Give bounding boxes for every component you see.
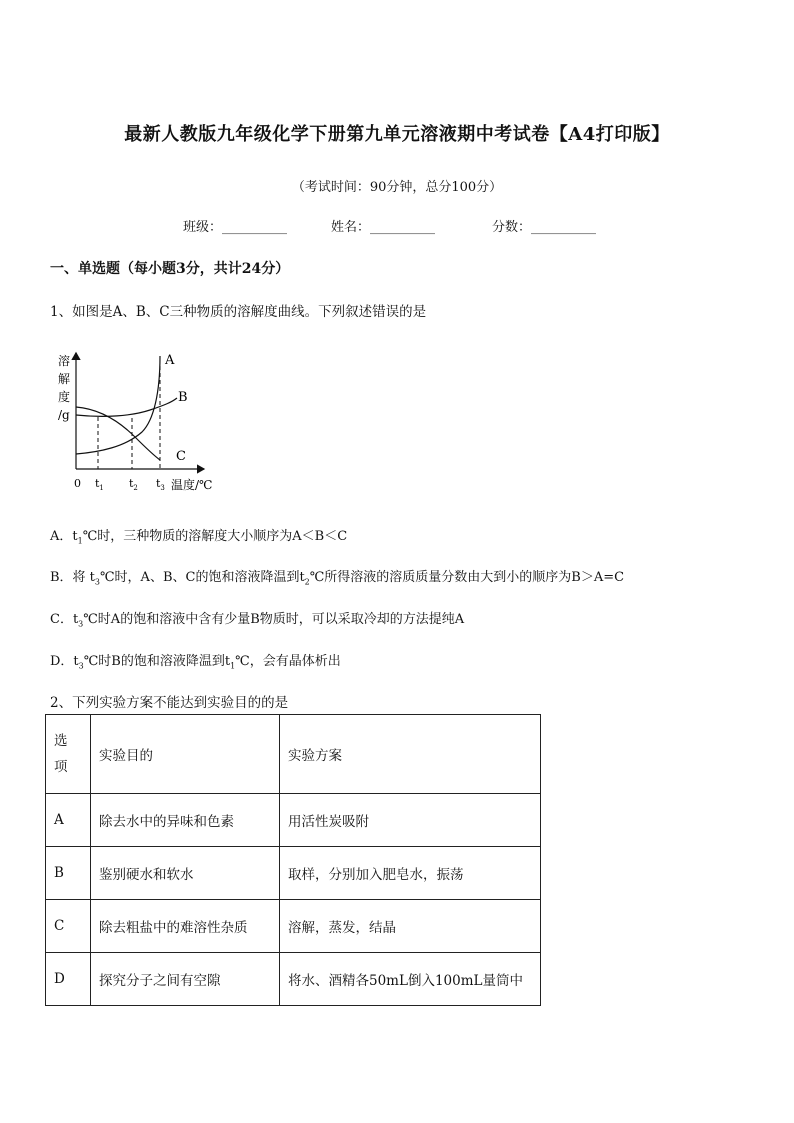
- tick-t3: $t_3$: [156, 477, 165, 492]
- x-axis-label: 温度/℃: [171, 478, 213, 492]
- row-method: 将水、酒精各50mL倒入100mL量筒中: [280, 953, 541, 1006]
- q1-option-c: C．$t_3℃$时A的饱和溶液中含有少量B物质时，可以采取冷却的方法提纯A: [50, 612, 465, 629]
- tick-t1: $t_1$: [95, 477, 104, 492]
- y-label-line-3: 度: [58, 390, 71, 404]
- y-label-line-4: /g: [58, 408, 70, 422]
- header-method: 实验方案: [280, 715, 541, 794]
- experiment-plan-table: [45, 714, 541, 1006]
- row-method: 取样，分别加入肥皂水，振荡: [280, 847, 541, 900]
- score-field: 分数：__________: [492, 220, 597, 235]
- row-option: C: [46, 900, 91, 953]
- row-method: 溶解，蒸发，结晶: [280, 900, 541, 953]
- y-label-line-1: 溶: [58, 354, 71, 368]
- q1-option-b: B．将 $t_3℃$时，A、B、C的饱和溶液降温到$t_2℃$所得溶液的溶质质量分数由大到小的顺序为B＞A=C: [50, 570, 625, 587]
- section-heading: 一、单选题（每小题3分，共计24分）: [50, 261, 290, 277]
- exam-title: 最新人教版九年级化学下册第九单元溶液期中考试卷【A4打印版】: [124, 124, 670, 145]
- curve-a-label: A: [165, 353, 175, 368]
- class-field: 班级：__________: [183, 220, 288, 235]
- row-option: B: [46, 847, 91, 900]
- table-row: [46, 847, 541, 900]
- exam-time-note: （考试时间：90分钟，总分100分）: [291, 180, 503, 195]
- name-field: 姓名：__________: [331, 220, 436, 235]
- row-method: 用活性炭吸附: [280, 794, 541, 847]
- curve-c-label: C: [176, 449, 186, 464]
- curve-b: [76, 398, 177, 416]
- question-1-stem: 1、如图是A、B、C三种物质的溶解度曲线。下列叙述错误的是: [50, 304, 427, 320]
- table-header-row: [46, 715, 541, 794]
- row-purpose: 鉴别硬水和软水: [91, 847, 280, 900]
- question-2-stem: 2、下列实验方案不能达到实验目的的是: [50, 695, 289, 711]
- header-option: 选 项: [46, 715, 91, 794]
- y-label-line-2: 解: [58, 372, 71, 386]
- tick-t2: $t_2$: [129, 477, 138, 492]
- row-option: A: [46, 794, 91, 847]
- table-row: [46, 900, 541, 953]
- row-purpose: 除去粗盐中的难溶性杂质: [91, 900, 280, 953]
- row-option: D: [46, 953, 91, 1006]
- q1-option-d: D．$t_3℃$时B的饱和溶液降温到$t_1℃$，会有晶体析出: [50, 654, 341, 671]
- solubility-curve-figure: [50, 342, 230, 494]
- header-purpose: 实验目的: [91, 715, 280, 794]
- curve-b-label: B: [178, 390, 188, 405]
- origin-label: 0: [74, 477, 81, 490]
- row-purpose: 除去水中的异味和色素: [91, 794, 280, 847]
- table-row: [46, 953, 541, 1006]
- q1-option-a: A．$t_1℃$时，三种物质的溶解度大小顺序为A＜B＜C: [50, 529, 348, 546]
- curve-a: [76, 356, 160, 454]
- row-purpose: 探究分子之间有空隙: [91, 953, 280, 1006]
- table-row: [46, 794, 541, 847]
